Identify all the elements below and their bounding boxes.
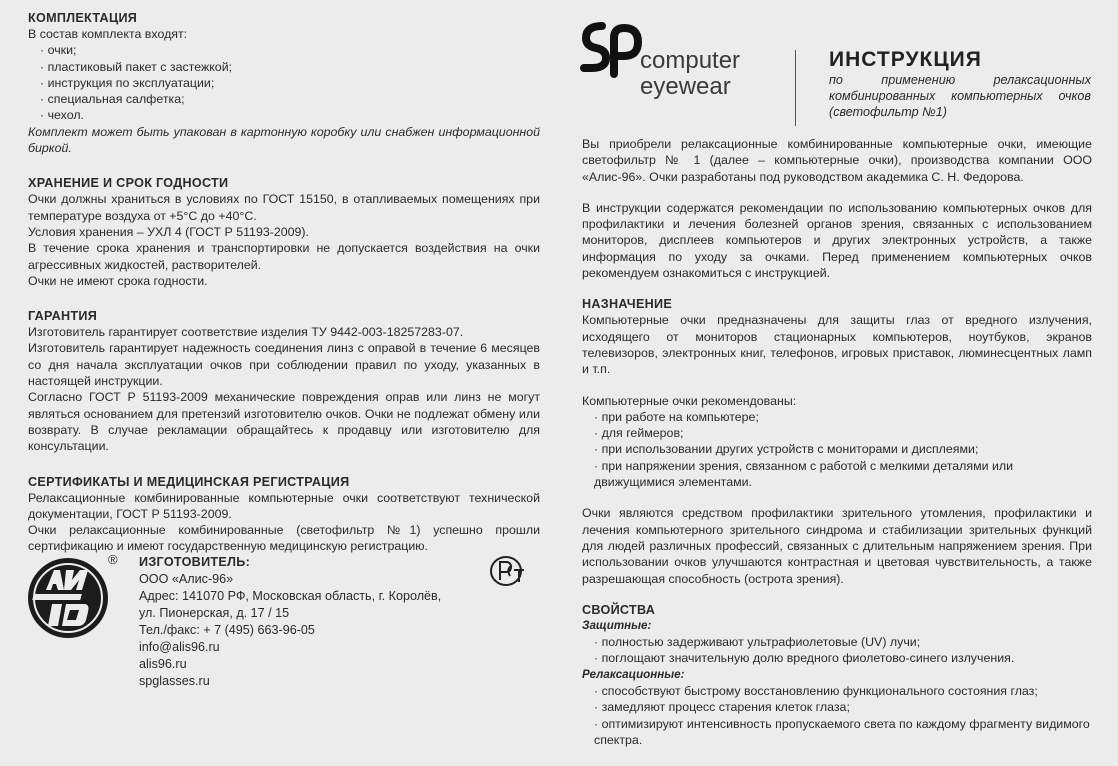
- storage-text: Очки не имеют срока годности.: [28, 273, 208, 288]
- brand-line: eyewear: [640, 73, 731, 100]
- purpose-text: Компьютерные очки рекомендованы:: [582, 393, 797, 408]
- list-item: · при работе на компьютере;: [594, 409, 1092, 425]
- list-item: · чехол.: [40, 107, 540, 123]
- intro-text: В инструкции содержатся рекомендации по использованию компьютерных очков для профилактики и лечения болезней органов зрения, связанных с использованием мониторов, дисплеев компьютеров и других электронных устройств, а также информация по уходу за очками. Перед применением компьютерных очков рекомендуем ознакомиться с инструкцией.: [582, 200, 1092, 281]
- list-item: · при использовании других устройств с мониторами и дисплеями;: [594, 441, 1092, 457]
- list-item: · для геймеров;: [594, 425, 1092, 441]
- document-header: [580, 12, 1100, 122]
- page-subtitle: по применению релаксационных комбинированных компьютерных очков (светофильтр №1): [829, 73, 1091, 119]
- manufacturer-email[interactable]: info@alis96.ru: [139, 640, 220, 654]
- list-item: · специальная салфетка;: [40, 91, 540, 107]
- warranty-text: Согласно ГОСТ Р 51193-2009 механические повреждения оправ или линз не могут являться основанием для претензий изготовителю очков. Очки не подлежат обмену или возврату. В случае рекламации обращайтесь к продавцу или изготовителю для консультации.: [28, 390, 540, 454]
- storage-heading: ХРАНЕНИЕ И СРОК ГОДНОСТИ: [28, 176, 229, 191]
- purpose-text: Очки являются средством профилактики зрительного утомления, профилактики и лечения компьютерного зрительного синдрома и стабилизации зрительных функций для людей различных профессий, связанных с длительным напряжением зрения. При использовании очков улучшаются контрастная и цветовая чувствительность, а также разрешающая способность (острота зрения).: [582, 506, 1092, 586]
- manufacturer-heading: ИЗГОТОВИТЕЛЬ:: [139, 555, 251, 569]
- manufacturer-street: ул. Пионерская, д. 17 / 15: [139, 606, 290, 620]
- certs-text: Релаксационные комбинированные компьютерные очки соответствуют технической документации, ГОСТ Р 51193-2009.: [28, 490, 540, 521]
- manufacturer-address: Адрес: 141070 РФ, Московская область, г. Королёв,: [139, 589, 442, 603]
- kit-intro: В состав комплекта входят:: [28, 27, 188, 41]
- manufacturer-site[interactable]: spglasses.ru: [139, 674, 210, 688]
- pct-certification-icon: [488, 554, 528, 588]
- list-item: · инструкция по эксплуатации;: [40, 75, 540, 91]
- manufacturer-site[interactable]: alis96.ru: [139, 657, 187, 671]
- sp-logo-icon: [580, 16, 642, 78]
- list-item: · поглощают значительную долю вредного фиолетово-синего излучения.: [594, 650, 1092, 666]
- purpose-heading: НАЗНАЧЕНИЕ: [582, 297, 673, 312]
- manufacturer-company: ООО «Алис-96»: [139, 572, 234, 586]
- list-item: · оптимизируют интенсивность пропускаемого света по каждому фрагменту видимого спектра.: [594, 716, 1092, 749]
- registered-mark: ®: [108, 552, 118, 567]
- manufacturer-details: [139, 554, 441, 690]
- list-item: · полностью задерживают ультрафиолетовые (UV) лучи;: [594, 634, 1092, 650]
- list-item: · при напряжении зрения, связанном с работой с мелкими деталями или движущимися элементами.: [594, 458, 1092, 491]
- right-column: [582, 136, 1092, 748]
- brand-line: computer: [640, 47, 741, 74]
- manufacturer-block: [26, 552, 486, 702]
- props-heading: СВОЙСТВА: [582, 602, 656, 617]
- certs-heading: СЕРТИФИКАТЫ И МЕДИЦИНСКАЯ РЕГИСТРАЦИЯ: [28, 474, 350, 489]
- warranty-text: Изготовитель гарантирует соответствие изделия ТУ 9442-003-18257283-07.: [28, 325, 464, 340]
- kit-heading: КОМПЛЕКТАЦИЯ: [28, 11, 138, 25]
- page-title: ИНСТРУКЦИЯ: [829, 48, 982, 71]
- left-column: [28, 10, 540, 555]
- kit-note: Комплект может быть упакован в картонную коробку или снабжен информационной биркой.: [28, 124, 540, 156]
- list-item: · пластиковый пакет с застежкой;: [40, 59, 540, 75]
- storage-text: Условия хранения – УХЛ 4 (ГОСТ Р 51193-2009).: [28, 224, 309, 239]
- list-item: · замедляют процесс старения клеток глаза;: [594, 699, 1092, 715]
- certs-text: Очки релаксационные комбинированные (светофильтр №1) успешно прошли сертификацию и имеют государственную медицинскую регистрацию.: [28, 523, 540, 554]
- protective-label: Защитные:: [582, 618, 652, 632]
- intro-text: Вы приобрели релаксационные комбинированные компьютерные очки, имеющие светофильтр № 1 (далее – компьютерные очки), производства компании ООО «Алис-96». Очки разработаны под руководством академика С. Н. Федорова.: [582, 137, 1092, 184]
- list-item: · очки;: [40, 42, 540, 58]
- manufacturer-phone: Тел./факс: + 7 (495) 663-96-05: [139, 623, 315, 637]
- purpose-text: Компьютерные очки предназначены для защиты глаз от вредного излучения, исходящего от мониторов стационарных компьютеров, ноутбуков, экранов телевизоров, электронных книг, телефонов, игровых приставок, люминесцентных ламп и т.п.: [582, 313, 1092, 377]
- warranty-heading: ГАРАНТИЯ: [28, 309, 98, 324]
- alis-logo-icon: [26, 556, 110, 640]
- relax-label: Релаксационные:: [582, 667, 685, 681]
- storage-text: В течение срока хранения и транспортировки не допускается воздействия на очки агрессивных жидкостей, растворителей.: [28, 241, 540, 272]
- storage-text: Очки должны храниться в условиях по ГОСТ 15150, в отапливаемых помещениях при температуре воздуха от +5°С до +40°С.: [28, 192, 540, 223]
- warranty-text: Изготовитель гарантирует надежность соединения линз с оправой в течение 6 месяцев со дня начала эксплуатации очков при соблюдении правил по уходу, указанных в настоящей инструкции.: [28, 341, 540, 389]
- brand-name: [640, 48, 740, 100]
- header-divider: [795, 50, 796, 126]
- list-item: · способствуют быстрому восстановлению функционального состояния глаз;: [594, 683, 1092, 699]
